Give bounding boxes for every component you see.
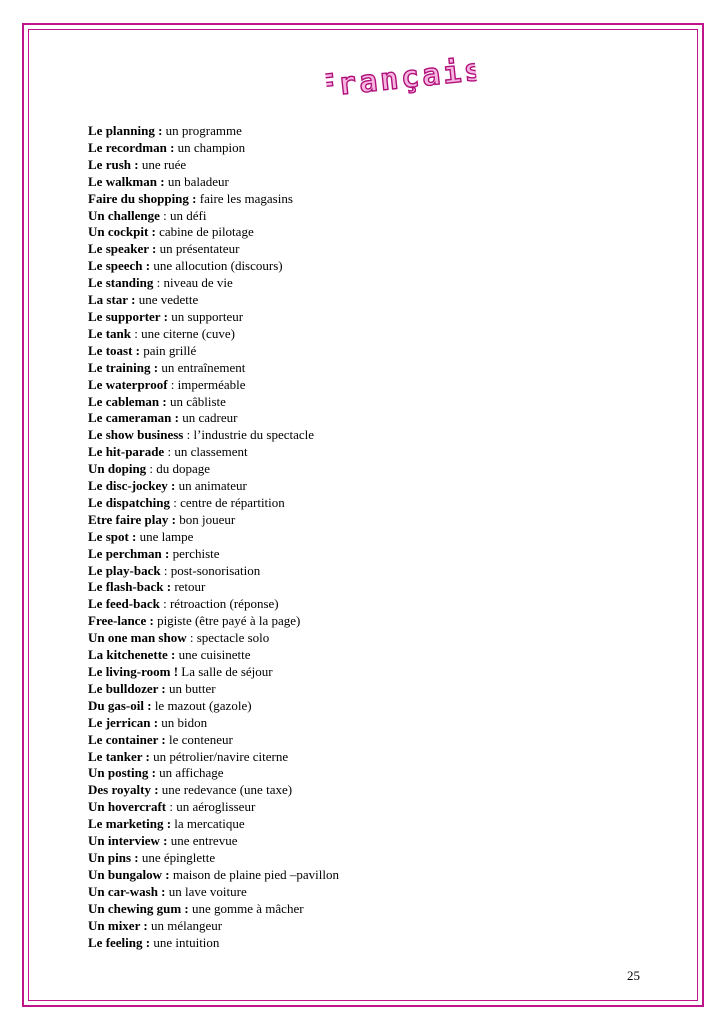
entry-definition: un supporteur	[167, 308, 244, 324]
vocabulary-entry	[88, 174, 608, 191]
entry-term: Le hit-parade	[88, 444, 165, 460]
vocabulary-entry	[88, 884, 608, 901]
vocabulary-entry	[88, 799, 608, 816]
vocabulary-entry	[88, 427, 608, 444]
vocabulary-entry	[88, 275, 608, 292]
entry-term: Le training :	[88, 359, 159, 375]
entry-term: Le tanker :	[88, 748, 150, 764]
entry-definition: La salle de séjour	[178, 664, 273, 679]
entry-term: Free-lance :	[88, 613, 154, 629]
vocabulary-entry	[88, 512, 608, 529]
entry-definition: une entrevue	[167, 833, 238, 849]
entry-definition: perchiste	[169, 545, 220, 561]
entry-definition: un programme	[162, 123, 242, 138]
vocabulary-entry	[88, 732, 608, 749]
vocabulary-entry	[88, 377, 608, 394]
entry-term: Le waterproof	[88, 376, 168, 392]
vocabulary-entry	[88, 495, 608, 512]
entry-definition: pigiste (être payé à la page)	[153, 613, 301, 629]
entry-definition: cabine de pilotage	[155, 224, 254, 240]
entry-term: Le living-room !	[88, 664, 179, 679]
vocabulary-entry	[88, 208, 608, 225]
vocabulary-entry	[88, 749, 608, 766]
entry-term: Le disc-jockey :	[88, 478, 176, 494]
vocabulary-entry	[88, 563, 608, 580]
vocabulary-entry	[88, 579, 608, 596]
vocabulary-entry	[88, 833, 608, 850]
entry-term: Le spot :	[88, 528, 137, 544]
vocabulary-entry	[88, 326, 608, 343]
entry-term: Le standing	[88, 275, 154, 291]
entry-definition: : un classement	[164, 444, 248, 460]
entry-term: Le show business	[88, 427, 184, 443]
entry-definition: faire les magasins	[196, 190, 293, 206]
vocabulary-entry	[88, 258, 608, 275]
vocabulary-entry	[88, 664, 608, 681]
entry-term: Le feeling :	[88, 934, 151, 950]
entry-definition: une redevance (une taxe)	[158, 782, 293, 798]
entry-term: Le marketing :	[88, 816, 172, 832]
vocabulary-entry	[88, 461, 608, 478]
entry-definition: maison de plaine pied –pavillon	[169, 866, 339, 882]
entry-definition: le mazout (gazole)	[151, 697, 252, 713]
entry-term: Le flash-back :	[88, 579, 172, 595]
vocabulary-entry	[88, 241, 608, 258]
vocabulary-entry	[88, 444, 608, 461]
entry-definition: une ruée	[138, 156, 187, 172]
entry-definition: un affichage	[155, 765, 224, 781]
vocabulary-entry	[88, 816, 608, 833]
vocabulary-entry	[88, 309, 608, 326]
vocabulary-list	[88, 123, 608, 951]
vocabulary-entry	[88, 529, 608, 546]
entry-definition: un câbliste	[166, 393, 226, 409]
entry-definition: un baladeur	[164, 173, 229, 189]
vocabulary-entry	[88, 901, 608, 918]
entry-definition: pain grillé	[140, 342, 197, 358]
vocabulary-entry	[88, 698, 608, 715]
entry-term: Du gas-oil :	[88, 697, 152, 713]
entry-term: Un mixer :	[88, 917, 148, 933]
entry-term: Le jerrican :	[88, 714, 159, 730]
entry-term: Le dispatching	[88, 494, 170, 510]
vocabulary-entry	[88, 850, 608, 867]
entry-definition: une gomme à mâcher	[188, 900, 304, 916]
vocabulary-entry	[88, 935, 608, 952]
vocabulary-entry	[88, 292, 608, 309]
entry-term: Un interview :	[88, 833, 168, 849]
vocabulary-entry	[88, 681, 608, 698]
entry-term: Un doping	[88, 461, 147, 477]
entry-definition: : un défi	[159, 207, 207, 223]
entry-definition: une lampe	[136, 528, 194, 544]
entry-definition: : niveau de vie	[153, 275, 233, 291]
entry-definition: un animateur	[175, 478, 247, 494]
vocabulary-entry	[88, 647, 608, 664]
entry-term: Le cameraman :	[88, 410, 179, 426]
vocabulary-entry	[88, 360, 608, 377]
entry-definition: retour	[171, 579, 206, 595]
entry-term: Le perchman :	[88, 545, 170, 561]
entry-term: Des royalty :	[88, 782, 159, 798]
entry-term: Faire du shopping :	[88, 190, 197, 206]
entry-term: Le speech :	[88, 258, 151, 274]
entry-definition: une vedette	[135, 292, 199, 308]
entry-term: Le speaker :	[88, 241, 157, 257]
entry-definition: un pétrolier/navire citerne	[149, 748, 289, 764]
vocabulary-entry	[88, 613, 608, 630]
entry-definition: une intuition	[150, 934, 220, 950]
page-number: 25	[627, 968, 640, 983]
entry-term: Le tank	[88, 325, 131, 341]
entry-term: La star :	[88, 292, 136, 308]
entry-definition: : du dopage	[146, 461, 211, 477]
entry-definition: un cadreur	[178, 410, 238, 426]
entry-term: Le rush :	[88, 156, 139, 172]
entry-term: Un cockpit :	[88, 224, 156, 240]
entry-term: Un bungalow :	[88, 866, 170, 882]
vocabulary-entry	[88, 867, 608, 884]
entry-term: Un chewing gum :	[88, 900, 189, 916]
entry-term: Un challenge	[88, 207, 160, 223]
entry-definition: un butter	[165, 680, 216, 696]
entry-definition: un bidon	[158, 714, 208, 730]
vocabulary-entry	[88, 918, 608, 935]
vocabulary-entry	[88, 410, 608, 427]
page-title-text: Français	[323, 52, 479, 105]
vocabulary-entry	[88, 596, 608, 613]
entry-term: Le play-back	[88, 562, 161, 578]
entry-definition: : spectacle solo	[186, 630, 270, 646]
vocabulary-entry	[88, 343, 608, 360]
entry-definition: : rétroaction (réponse)	[159, 596, 279, 612]
entry-term: Le planning :	[88, 123, 163, 138]
entry-term: Le recordman :	[88, 139, 175, 155]
entry-term: La kitchenette :	[88, 647, 176, 663]
entry-definition: : centre de répartition	[170, 494, 285, 510]
entry-definition: : un aéroglisseur	[166, 799, 256, 815]
vocabulary-entry	[88, 140, 608, 157]
vocabulary-entry	[88, 715, 608, 732]
entry-term: Un pins :	[88, 849, 139, 865]
vocabulary-entry	[88, 630, 608, 647]
entry-term: Un car-wash :	[88, 883, 166, 899]
entry-term: Le toast :	[88, 342, 140, 358]
entry-definition: bon joueur	[175, 511, 236, 527]
entry-definition: un lave voiture	[165, 883, 247, 899]
entry-term: Le supporter :	[88, 308, 168, 324]
entry-term: Le feed-back	[88, 596, 160, 612]
vocabulary-entry	[88, 765, 608, 782]
entry-definition: un mélangeur	[147, 917, 223, 933]
vocabulary-entry	[88, 157, 608, 174]
vocabulary-entry	[88, 546, 608, 563]
entry-definition: une allocution (discours)	[150, 258, 283, 274]
entry-definition: une cuisinette	[175, 647, 251, 663]
vocabulary-entry	[88, 224, 608, 241]
vocabulary-entry	[88, 782, 608, 799]
entry-term: Le walkman :	[88, 173, 165, 189]
entry-definition: le conteneur	[165, 731, 233, 747]
entry-term: Un hovercraft	[88, 799, 167, 815]
entry-definition: un champion	[174, 139, 246, 155]
entry-definition: : l’industrie du spectacle	[183, 427, 315, 443]
entry-term: Le cableman :	[88, 393, 167, 409]
entry-definition: une épinglette	[138, 849, 216, 865]
entry-definition: : une citerne (cuve)	[130, 325, 235, 341]
entry-term: Un one man show	[88, 630, 187, 646]
entry-definition: un entraînement	[158, 359, 246, 375]
entry-term: Le bulldozer :	[88, 680, 166, 696]
entry-term: Le container :	[88, 731, 166, 747]
entry-definition: un présentateur	[156, 241, 240, 257]
vocabulary-entry	[88, 123, 608, 140]
entry-definition: la mercatique	[171, 816, 245, 832]
vocabulary-entry	[88, 478, 608, 495]
entry-definition: : post-sonorisation	[160, 562, 261, 578]
entry-term: Etre faire play :	[88, 511, 176, 527]
vocabulary-entry	[88, 394, 608, 411]
entry-definition: : imperméable	[167, 376, 246, 392]
entry-term: Un posting :	[88, 765, 156, 781]
vocabulary-entry	[88, 191, 608, 208]
